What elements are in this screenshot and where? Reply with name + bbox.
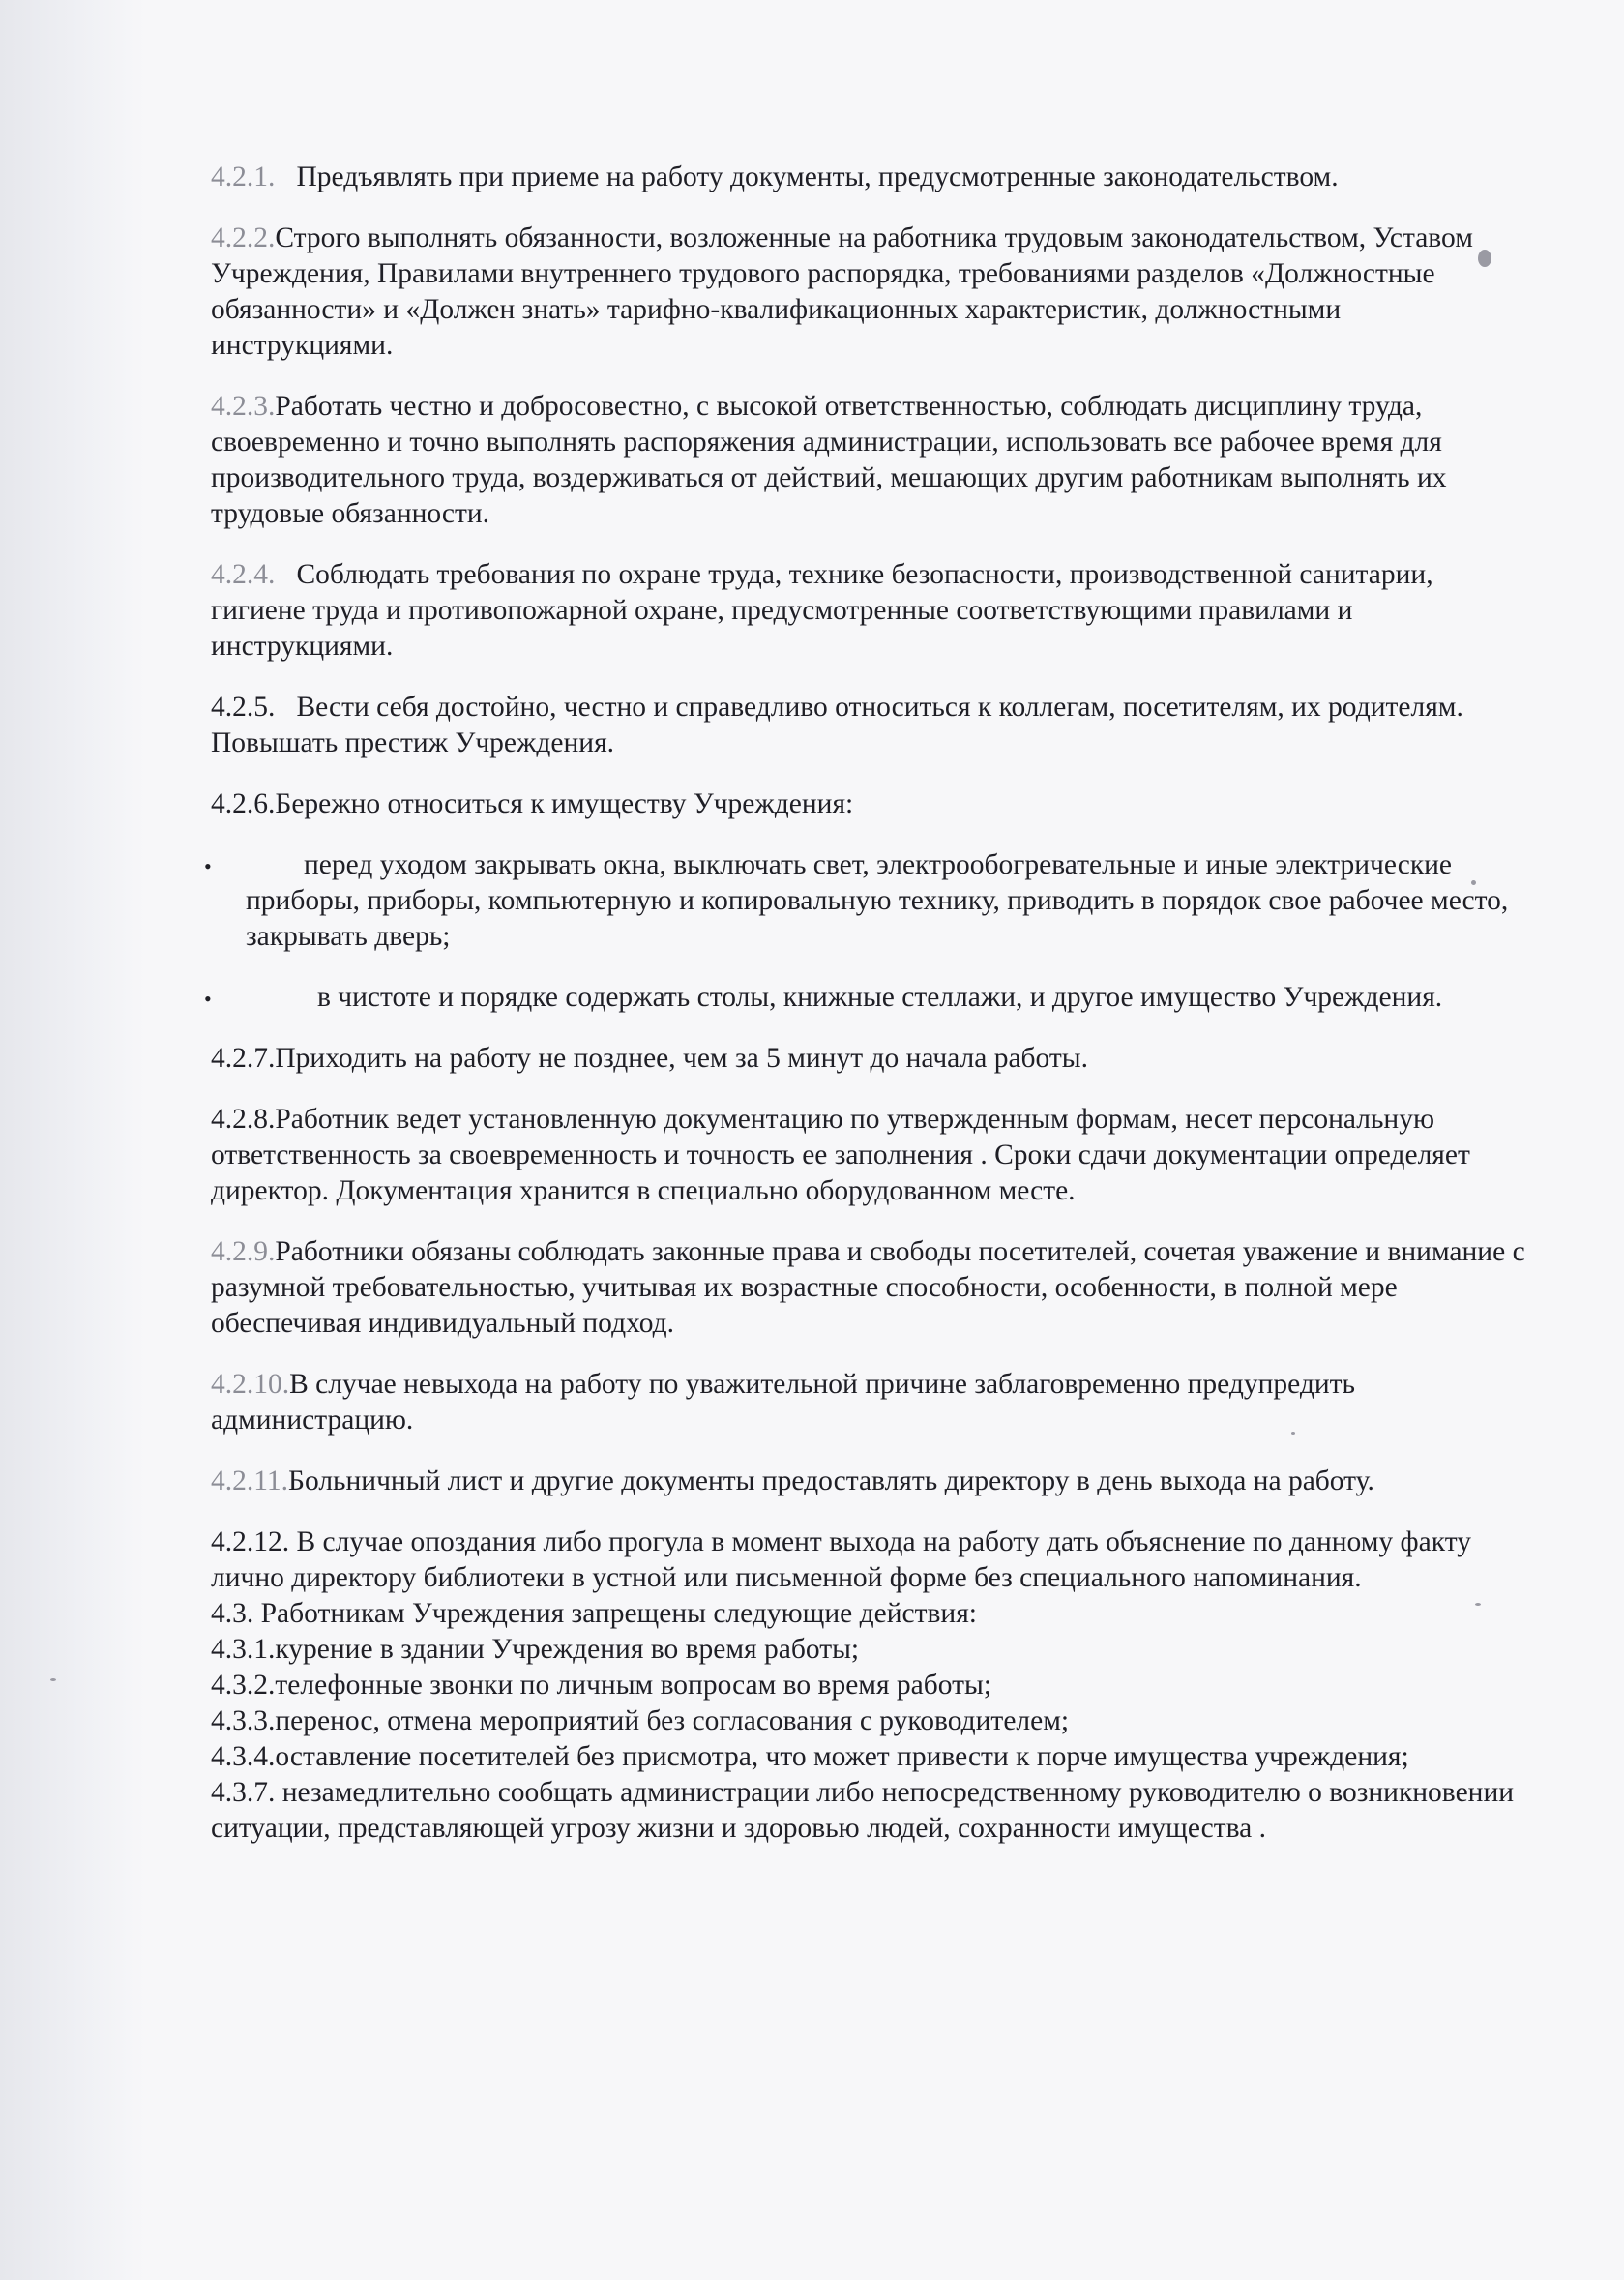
clause-number: 4.2.8.	[211, 1104, 276, 1135]
item-4-3-7: 4.3.7. незамедлительно сообщать администрации либо непосредственному руководителю о возникновении ситуации, представляющей угрозу жизни и здоровью людей, сохранности имущества .	[211, 1777, 1515, 1844]
scan-edge-shadow	[0, 0, 145, 2280]
clause-text: Вести себя достойно, честно и справедливо относиться к коллегам, посетителям, их родителям. Повышать престиж Учреждения.	[211, 692, 1463, 758]
item-4-3-3: 4.3.3.перенос, отмена мероприятий без согласования с руководителем;	[211, 1705, 1070, 1736]
clause-number: 4.2.11.	[211, 1466, 289, 1496]
bullet-text: в чистоте и порядке содержать столы, книжные стеллажи, и другое имущество Учреждения.	[317, 982, 1443, 1013]
paragraph-4-2-8	[211, 1102, 1528, 1209]
scan-speck	[1471, 880, 1476, 885]
paragraph-4-2-5	[211, 690, 1528, 761]
document-page	[204, 160, 1528, 1847]
clause-number: 4.2.1.	[211, 162, 276, 192]
paragraph-4-2-12: 4.2.12. В случае опоздания либо прогула в момент выхода на работу дать объяснение по данному факту лично директору библиотеки в устной или письменной форме без специального напоминания.	[211, 1526, 1471, 1593]
clause-text: Предъявлять при приеме на работу документы, предусмотренные законодательством.	[296, 162, 1339, 192]
paragraph-4-2-4	[211, 557, 1528, 665]
section-4-3-heading: 4.3. Работникам Учреждения запрещены следующие действия:	[211, 1598, 977, 1629]
clause-text: Работник ведет установленную документацию по утвержденным формам, несет персональную ответственность за своевременность и точность ее заполнения . Сроки сдачи документации определяет директор. Документация хранится в специально оборудованном месте.	[211, 1104, 1470, 1206]
clause-number: 4.2.10.	[211, 1369, 290, 1400]
scan-speck	[1478, 250, 1491, 267]
scan-speck	[1475, 1603, 1481, 1606]
clause-text: Приходить на работу не позднее, чем за 5 минут до начала работы.	[275, 1043, 1088, 1074]
clause-number: 4.2.5.	[211, 692, 276, 723]
paragraph-4-2-7	[211, 1041, 1528, 1077]
clause-text: Бережно относиться к имуществу Учреждения:	[275, 788, 854, 819]
clause-number: 4.2.3.	[211, 391, 276, 422]
paragraph-4-2-1	[211, 160, 1528, 195]
clause-number: 4.2.2.	[211, 222, 276, 253]
clause-number: 4.2.7.	[211, 1043, 276, 1074]
clause-text: Работники обязаны соблюдать законные права и свободы посетителей, сочетая уважение и внимание с разумной требовательностью, учитывая их возрастные способности, особенности, в полной мере обеспечивая индивидуальный подход.	[211, 1236, 1525, 1339]
paragraph-4-2-2	[211, 221, 1528, 364]
scan-speck	[1291, 1432, 1295, 1435]
clause-text: В случае невыхода на работу по уважительной причине заблаговременно предупредить администрацию.	[211, 1369, 1355, 1436]
item-4-3-1: 4.3.1.курение в здании Учреждения во время работы;	[211, 1634, 860, 1665]
clause-text: Соблюдать требования по охране труда, технике безопасности, производственной санитарии, гигиене труда и противопожарной охране, предусмотренные соответствующими правилами и инструкциями.	[211, 559, 1433, 662]
paragraph-4-2-3	[211, 389, 1528, 532]
paragraph-4-2-10	[211, 1367, 1528, 1438]
item-4-3-4: 4.3.4.оставление посетителей без присмотра, что может привести к порче имущества учреждения;	[211, 1741, 1409, 1772]
clause-text: Строго выполнять обязанности, возложенные на работника трудовым законодательством, Уставом Учреждения, Правилами внутреннего трудового распорядка, требованиями разделов «Должностные обязанности» и «Должен знать» тарифно-квалификационных характеристик, должностными инструкциями.	[211, 222, 1473, 361]
bullet-icon: •	[204, 987, 212, 1011]
clause-text: Работать честно и добросовестно, с высокой ответственностью, соблюдать дисциплину труда, своевременно и точно выполнять распоряжения администрации, использовать все рабочее время для производительного труда, воздерживаться от действий, мешающих другим работникам выполнять их трудовые обязанности.	[211, 391, 1447, 529]
scan-speck	[50, 1678, 56, 1681]
clause-number: 4.2.6.	[211, 788, 276, 819]
paragraph-4-2-9	[211, 1234, 1528, 1342]
paragraph-4-2-6	[211, 786, 1528, 822]
clause-number: 4.2.4.	[211, 559, 276, 590]
bullet-icon: •	[204, 854, 212, 878]
paragraph-4-2-11	[211, 1464, 1528, 1499]
clause-text: Больничный лист и другие документы предоставлять директору в день выхода на работу.	[288, 1466, 1374, 1496]
bullet-text: перед уходом закрывать окна, выключать свет, электрообогревательные и иные электрические приборы, приборы, компьютерную и копировальную технику, приводить в порядок свое рабочее место, закрывать дверь;	[246, 849, 1509, 952]
item-4-3-2: 4.3.2.телефонные звонки по личным вопросам во время работы;	[211, 1670, 992, 1701]
bullet-item	[204, 847, 1528, 955]
bullet-item	[204, 980, 1528, 1016]
clause-number: 4.2.9.	[211, 1236, 276, 1267]
